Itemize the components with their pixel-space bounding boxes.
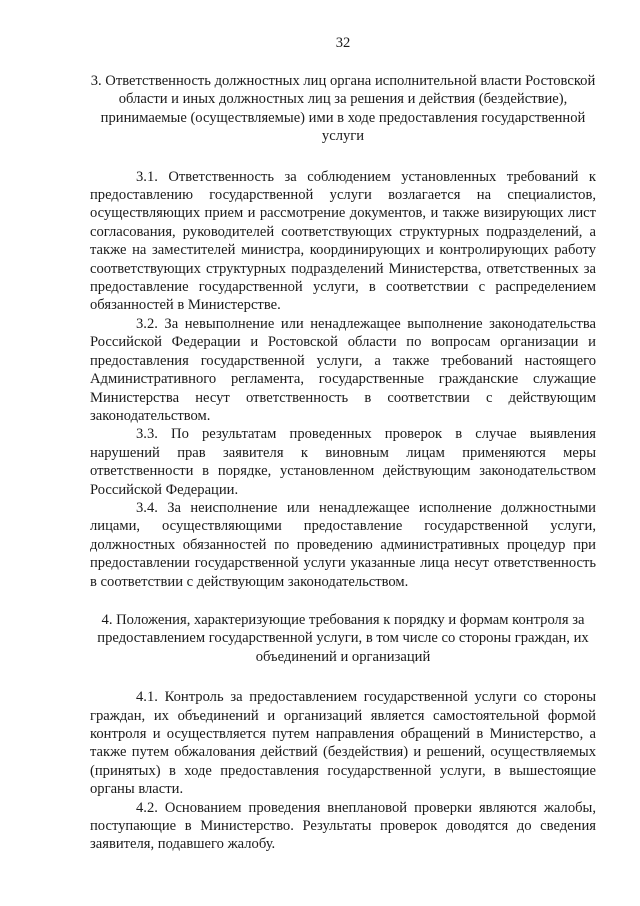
page-number: 32	[335, 35, 351, 51]
paragraph-3-2: 3.2. За невыполнение или ненадлежащее выполнение законодательства Российской Федерации и Ростовской области по вопросам организации и предоставления государственной услуги, а также требований настоящего Административного регламента, государственные гражданские служащие Министерства несут ответственность в соответствии с действующим законодательством.	[90, 315, 596, 424]
paragraph-3-1: 3.1. Ответственность за соблюдением установленных требований к предоставлению государственной услуги возлагается на специалистов, осуществляющих прием и рассмотрение документов, и также визирующих лист согласования, руководителей соответствующих структурных подразделений, а также на заместителей министра, координирующих и контролирующих работу соответствующих структурных подразделений Министерства, ответственных за предоставление государственной услуги, в соответствии с распределением обязанностей в Министерстве.	[90, 168, 596, 314]
paragraph-3-3: 3.3. По результатам проведенных проверок в случае выявления нарушений прав заявителя к виновным лицам применяются меры ответственности в порядке, установленном действующим законодательством Российской Федерации.	[90, 426, 596, 498]
paragraph-4-2: 4.2. Основанием проведения внеплановой проверки являются жалобы, поступающие в Министерство. Результаты проверок доводятся до сведения заявителя, подавшего жалобу.	[90, 799, 596, 853]
section-4-heading: 4. Положения, характеризующие требования к порядку и формам контроля за предоставлением государственной услуги, в том числе со стороны граждан, их объединений и организаций	[97, 611, 589, 665]
section-3-heading: 3. Ответственность должностных лиц органа исполнительной власти Ростовской области и иных должностных лиц за решения и действия (бездействие), принимаемые (осуществляемые) ими в ходе предоставления государственной услуги	[90, 73, 596, 145]
paragraph-3-4: 3.4. За неисполнение или ненадлежащее исполнение должностными лицами, осуществляющими предоставление государственной услуги, должностных обязанностей по проведению административных процедур при предоставлении государственной услуги указанные лица несут ответственность в соответствии с действующим законодательством.	[90, 499, 596, 590]
paragraph-4-1: 4.1. Контроль за предоставлением государственной услуги со стороны граждан, их объединений и организаций является самостоятельной формой контроля и осуществляется путем направления обращений в Министерство, а также путем обжалования действий (бездействия) и решений, осуществляемых (принятых) в ходе предоставления государственной услуги, в вышестоящие органы власти.	[90, 689, 596, 798]
